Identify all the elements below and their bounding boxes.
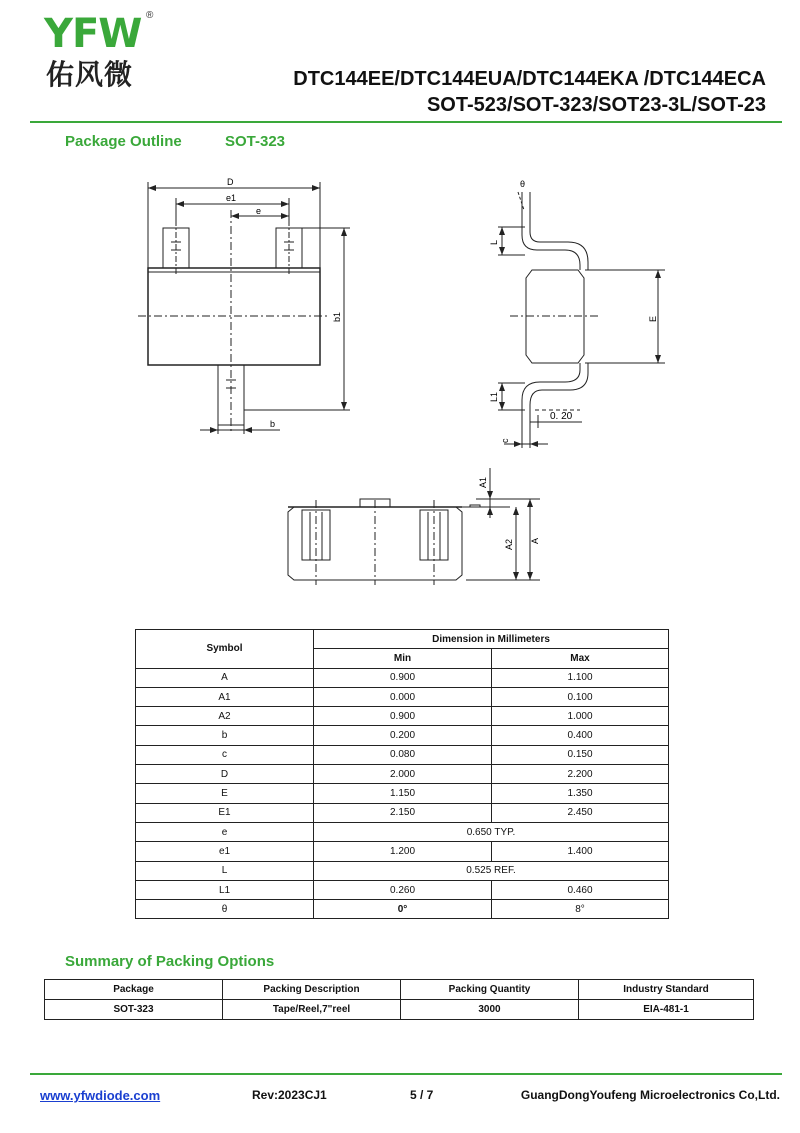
table-row: SOT-323 Tape/Reel,7"reel 3000 EIA-481-1 [45,1000,754,1020]
dim-label-0-20: 0. 20 [550,411,573,422]
table-header-row: Package Packing Description Packing Quantity Industry Standard [45,980,754,1000]
dim-label-b: b [270,419,276,429]
max-header: Max [492,649,669,668]
registered-mark: ® [146,10,154,21]
company-name: GuangDongYoufeng Microelectronics Co,Ltd. [520,1088,780,1102]
table-row: e 0.650 TYP. [136,822,669,841]
logo-text: YFW [44,11,142,57]
dim-label-A: A [530,537,540,544]
website-link[interactable]: www.yfwdiode.com [40,1088,161,1103]
table-row: E1 2.150 2.450 [136,803,669,822]
table-row: e1 1.200 1.400 [136,842,669,861]
table-row: A 0.900 1.100 [136,668,669,687]
side-view-drawing [470,170,690,460]
top-view-drawing [130,170,370,440]
dim-label-c: c [500,438,510,443]
dimension-table [135,629,669,919]
revision-label: Rev:2023CJ1 [252,1088,327,1102]
packing-options-heading: Summary of Packing Options [65,953,275,970]
front-view-drawing [280,460,550,590]
dim-label-A2: A2 [504,538,514,550]
dimension-group-header: Dimension in Millimeters [314,630,669,649]
dim-label-L: L [489,239,499,245]
dim-label-E: E [648,315,658,322]
table-row: A2 0.900 1.000 [136,707,669,726]
dim-label-b1: b1 [332,311,342,322]
dim-label-A1: A1 [478,476,488,488]
table-row: L 0.525 REF. [136,861,669,880]
table-row: b 0.200 0.400 [136,726,669,745]
dim-label-L1: L1 [489,391,499,402]
logo-chinese-name: 佑风微 [46,58,134,91]
table-row: D 2.000 2.200 [136,765,669,784]
page-number: 5 / 7 [410,1088,434,1102]
footer-divider [30,1073,782,1075]
packing-table [44,979,754,1020]
dim-label-e1: e1 [226,193,237,203]
package-outline-heading: Package Outline [65,133,182,150]
table-row: E 1.150 1.350 [136,784,669,803]
dim-label-theta: θ [520,179,526,189]
dim-label-D: D [227,177,234,187]
package-types-title: SOT-523/SOT-323/SOT23-3L/SOT-23 [426,94,766,116]
min-header: Min [314,649,492,668]
table-row: A1 0.000 0.100 [136,687,669,706]
header-divider [30,121,782,123]
table-row: L1 0.260 0.460 [136,880,669,899]
symbol-header: Symbol [136,630,314,669]
part-numbers-title: DTC144EE/DTC144EUA/DTC144EKA /DTC144ECA [293,68,766,90]
table-row: θ 0° 8° [136,900,669,919]
package-name-heading: SOT-323 [225,133,286,150]
dim-label-e: e [256,206,262,216]
table-row: c 0.080 0.150 [136,745,669,764]
